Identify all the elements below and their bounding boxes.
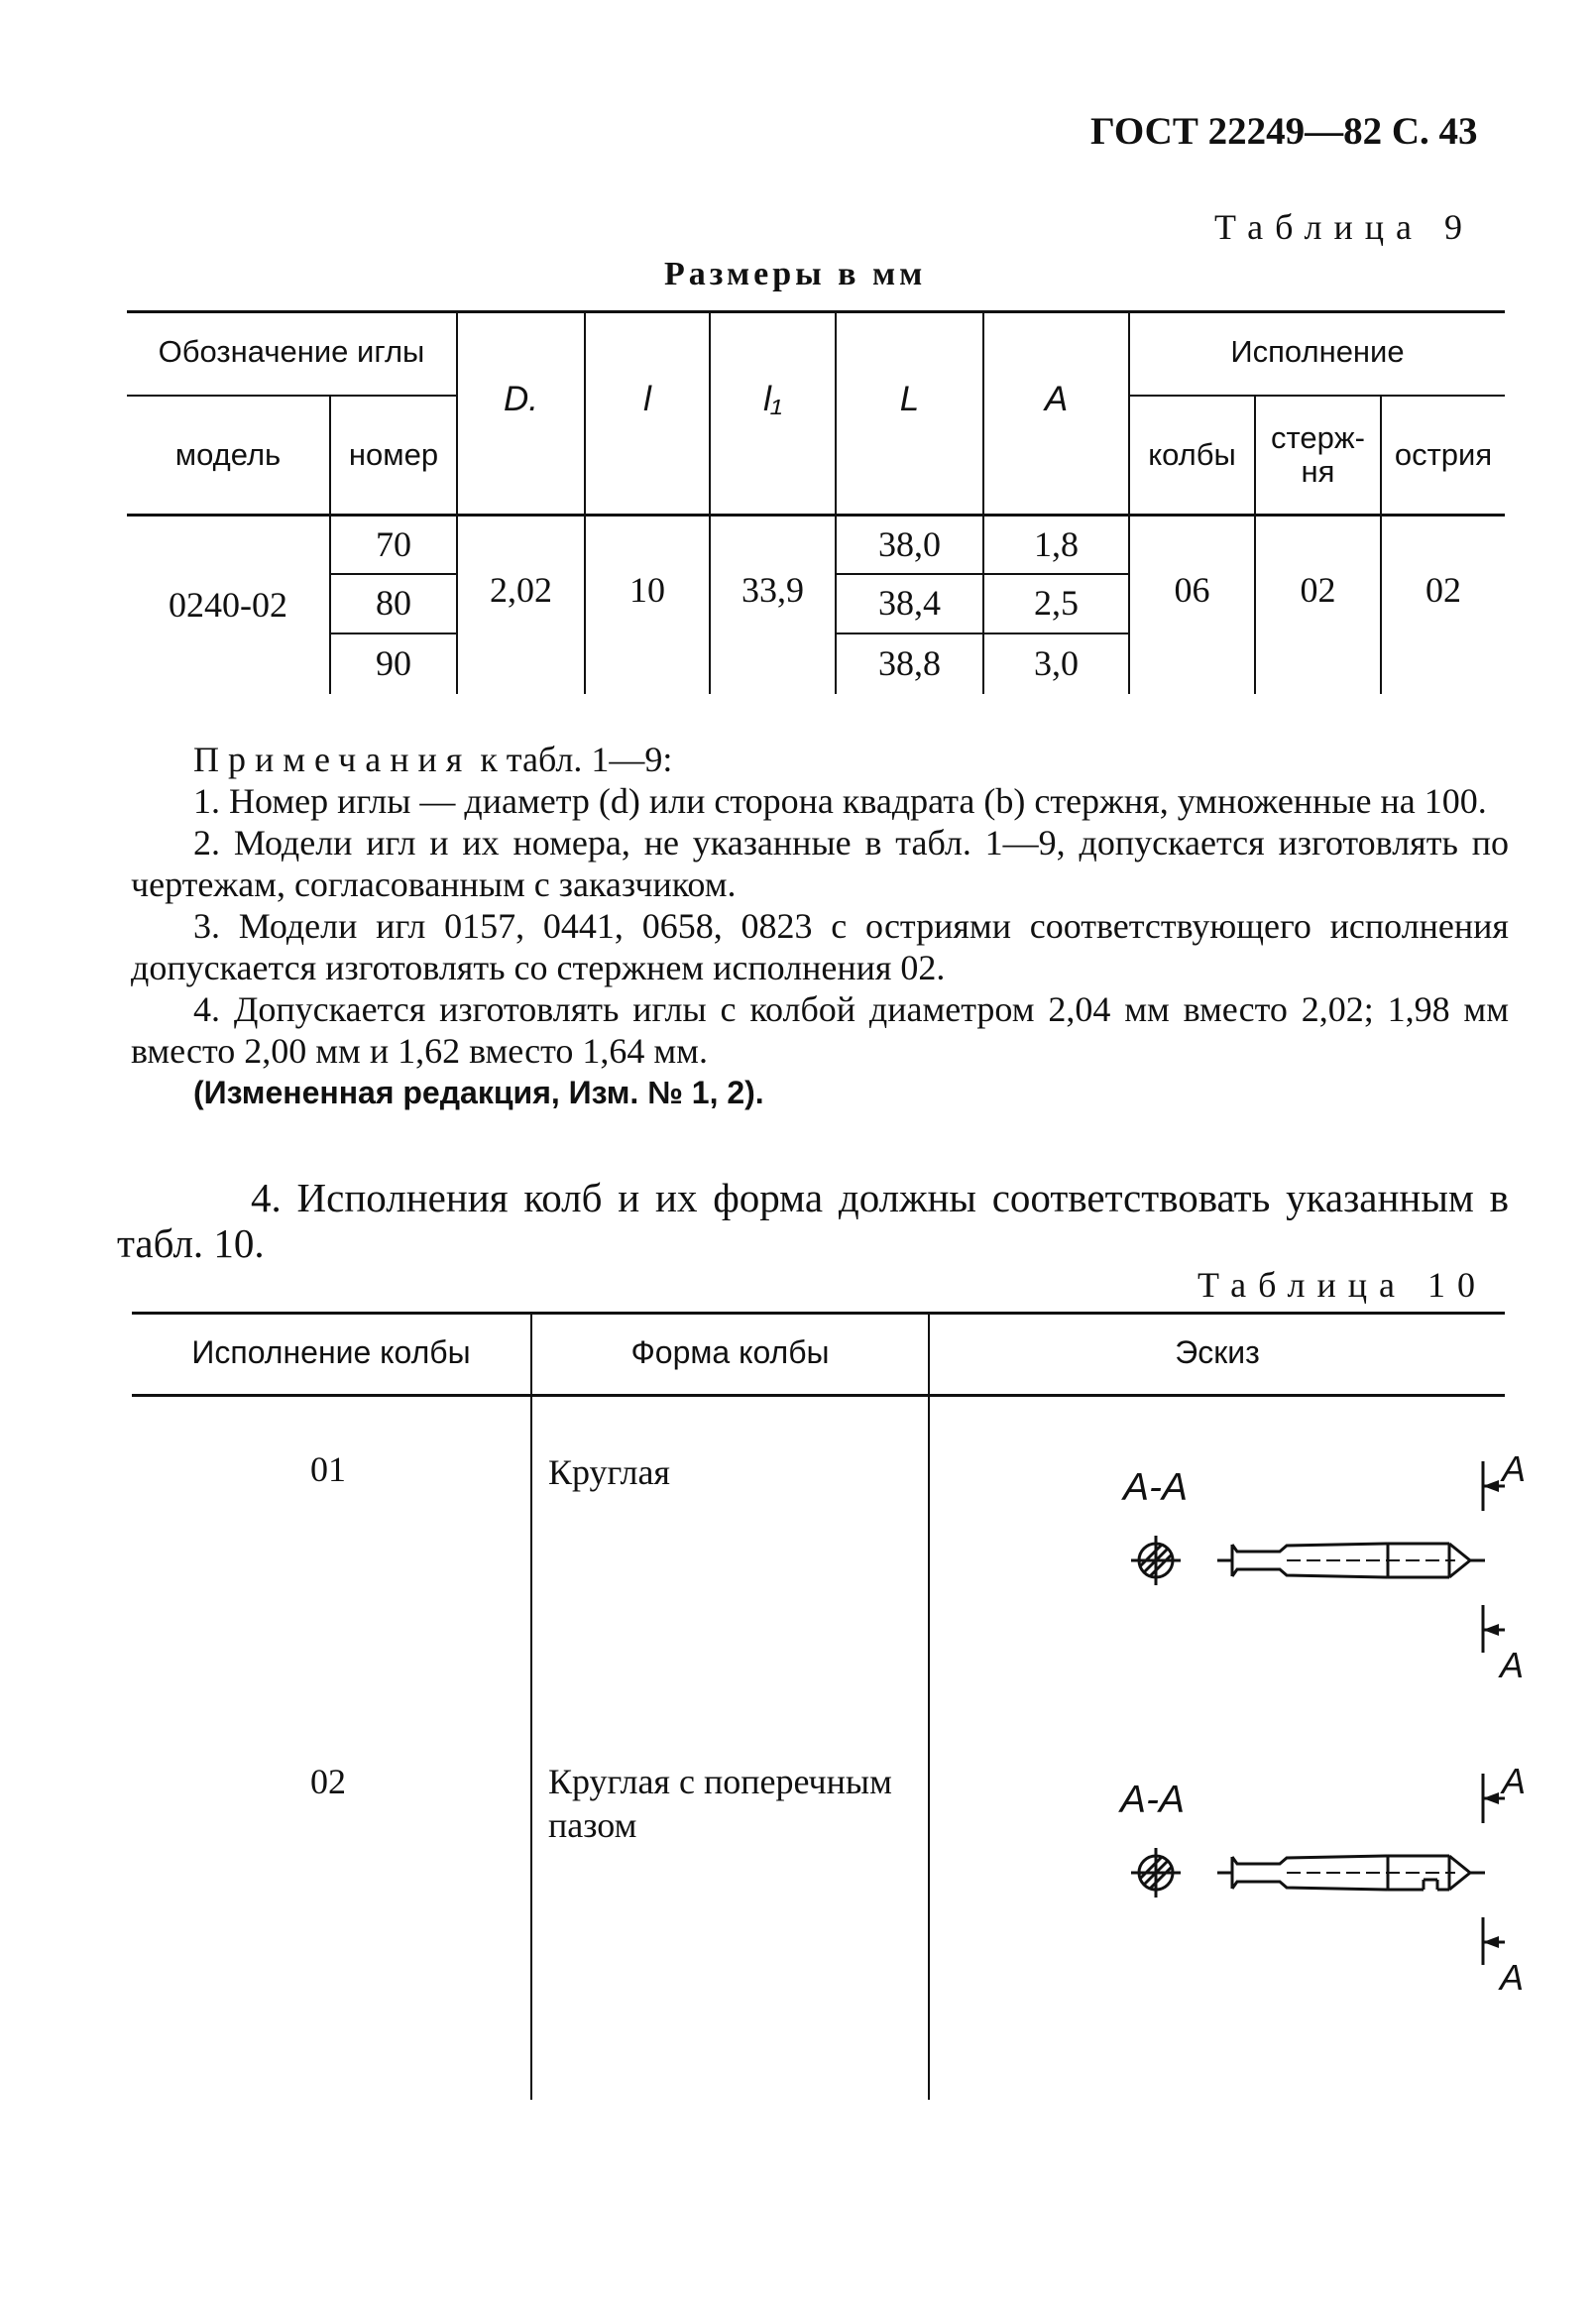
row-exec: 01 — [310, 1449, 346, 1489]
cell-L: 38,8 — [878, 643, 941, 684]
row-form: Круглая с поперечным пазом — [548, 1762, 892, 1845]
header-model: модель — [174, 436, 282, 472]
header-execution: Исполнение — [1230, 334, 1405, 370]
table10 — [132, 1312, 1527, 2100]
arrow-label: А — [1500, 1957, 1525, 1998]
header-D: D. — [504, 379, 538, 418]
table10-title: Таблица 10 — [1197, 1265, 1487, 1305]
arrow-label: А — [1502, 1761, 1527, 1801]
header-point: острия — [1394, 436, 1493, 472]
notes-block — [131, 739, 1509, 1113]
cell-number: 70 — [376, 523, 411, 564]
row-form: Круглая — [548, 1452, 670, 1492]
page-header: ГОСТ 22249—82 С. 43 — [1090, 110, 1478, 153]
section-label: А-А — [1123, 1466, 1189, 1509]
cell-number: 80 — [376, 583, 411, 624]
cell-L: 38,4 — [878, 583, 941, 624]
header-shank: стерж- ня — [1271, 420, 1365, 489]
header-number: номер — [348, 436, 439, 472]
header-l1: l₁ — [763, 379, 782, 418]
paragraph-4: 4. Исполнения колб и их форма должны соответствовать указанным в табл. 10. — [117, 1175, 1509, 1266]
header-flask: колбы — [1148, 436, 1236, 472]
cell-exec-flask: 06 — [1174, 570, 1210, 611]
header-flask-execution: Исполнение колбы — [191, 1333, 471, 1370]
arrow-label: А — [1502, 1448, 1527, 1489]
cell-A: 2,5 — [1034, 583, 1079, 624]
needle-drawing — [930, 1709, 1505, 2007]
needle-drawing — [930, 1397, 1505, 1709]
cell-L: 38,0 — [878, 523, 941, 564]
sketch-round-flask-grooved — [930, 1709, 1527, 2007]
note-4: 4. Допускается изготовлять иглы с колбой диаметром 2,04 мм вместо 2,02; 1,98 мм вместо 2,00 мм и 1,62 вместо 1,64 мм. — [131, 989, 1509, 1071]
header-L: L — [899, 379, 920, 418]
sketch-round-flask — [930, 1397, 1527, 1709]
table9-subtitle: Размеры в мм — [664, 256, 927, 292]
header-needle-designation: Обозначение иглы — [158, 334, 425, 370]
note-2: 2. Модели игл и их номера, не указанные в табл. 1—9, допускается изготовлять по чертежам, согласованным с заказчиком. — [131, 823, 1509, 904]
edition-note: (Измененная редакция, Изм. № 1, 2). — [193, 1075, 764, 1110]
cell-D: 2,02 — [490, 570, 552, 611]
section-label: А-А — [1120, 1779, 1186, 1821]
header-l: l — [643, 379, 651, 418]
cell-l: 10 — [629, 570, 665, 611]
header-sketch: Эскиз — [1175, 1333, 1260, 1370]
arrow-label: А — [1500, 1645, 1525, 1685]
cell-l1: 33,9 — [741, 570, 804, 611]
table9 — [127, 310, 1505, 694]
row-exec: 02 — [310, 1762, 346, 1801]
notes-heading: Примечания к табл. 1—9: — [193, 740, 673, 779]
cell-number: 90 — [376, 643, 411, 684]
note-1: 1. Номер иглы — диаметр (d) или сторона квадрата (b) стержня, умноженные на 100. — [193, 781, 1487, 821]
cell-A: 1,8 — [1034, 523, 1079, 564]
header-flask-form: Форма колбы — [630, 1333, 830, 1370]
note-3: 3. Модели игл 0157, 0441, 0658, 0823 с остриями соответствующего исполнения допускается изготовлять со стержнем исполнения 02. — [131, 906, 1509, 987]
cell-exec-shank: 02 — [1300, 570, 1336, 611]
cell-model: 0240-02 — [169, 584, 287, 625]
table9-title: Таблица 9 — [1214, 207, 1474, 247]
header-A: A — [1044, 379, 1069, 418]
cell-A: 3,0 — [1034, 643, 1079, 684]
cell-exec-point: 02 — [1425, 570, 1461, 611]
